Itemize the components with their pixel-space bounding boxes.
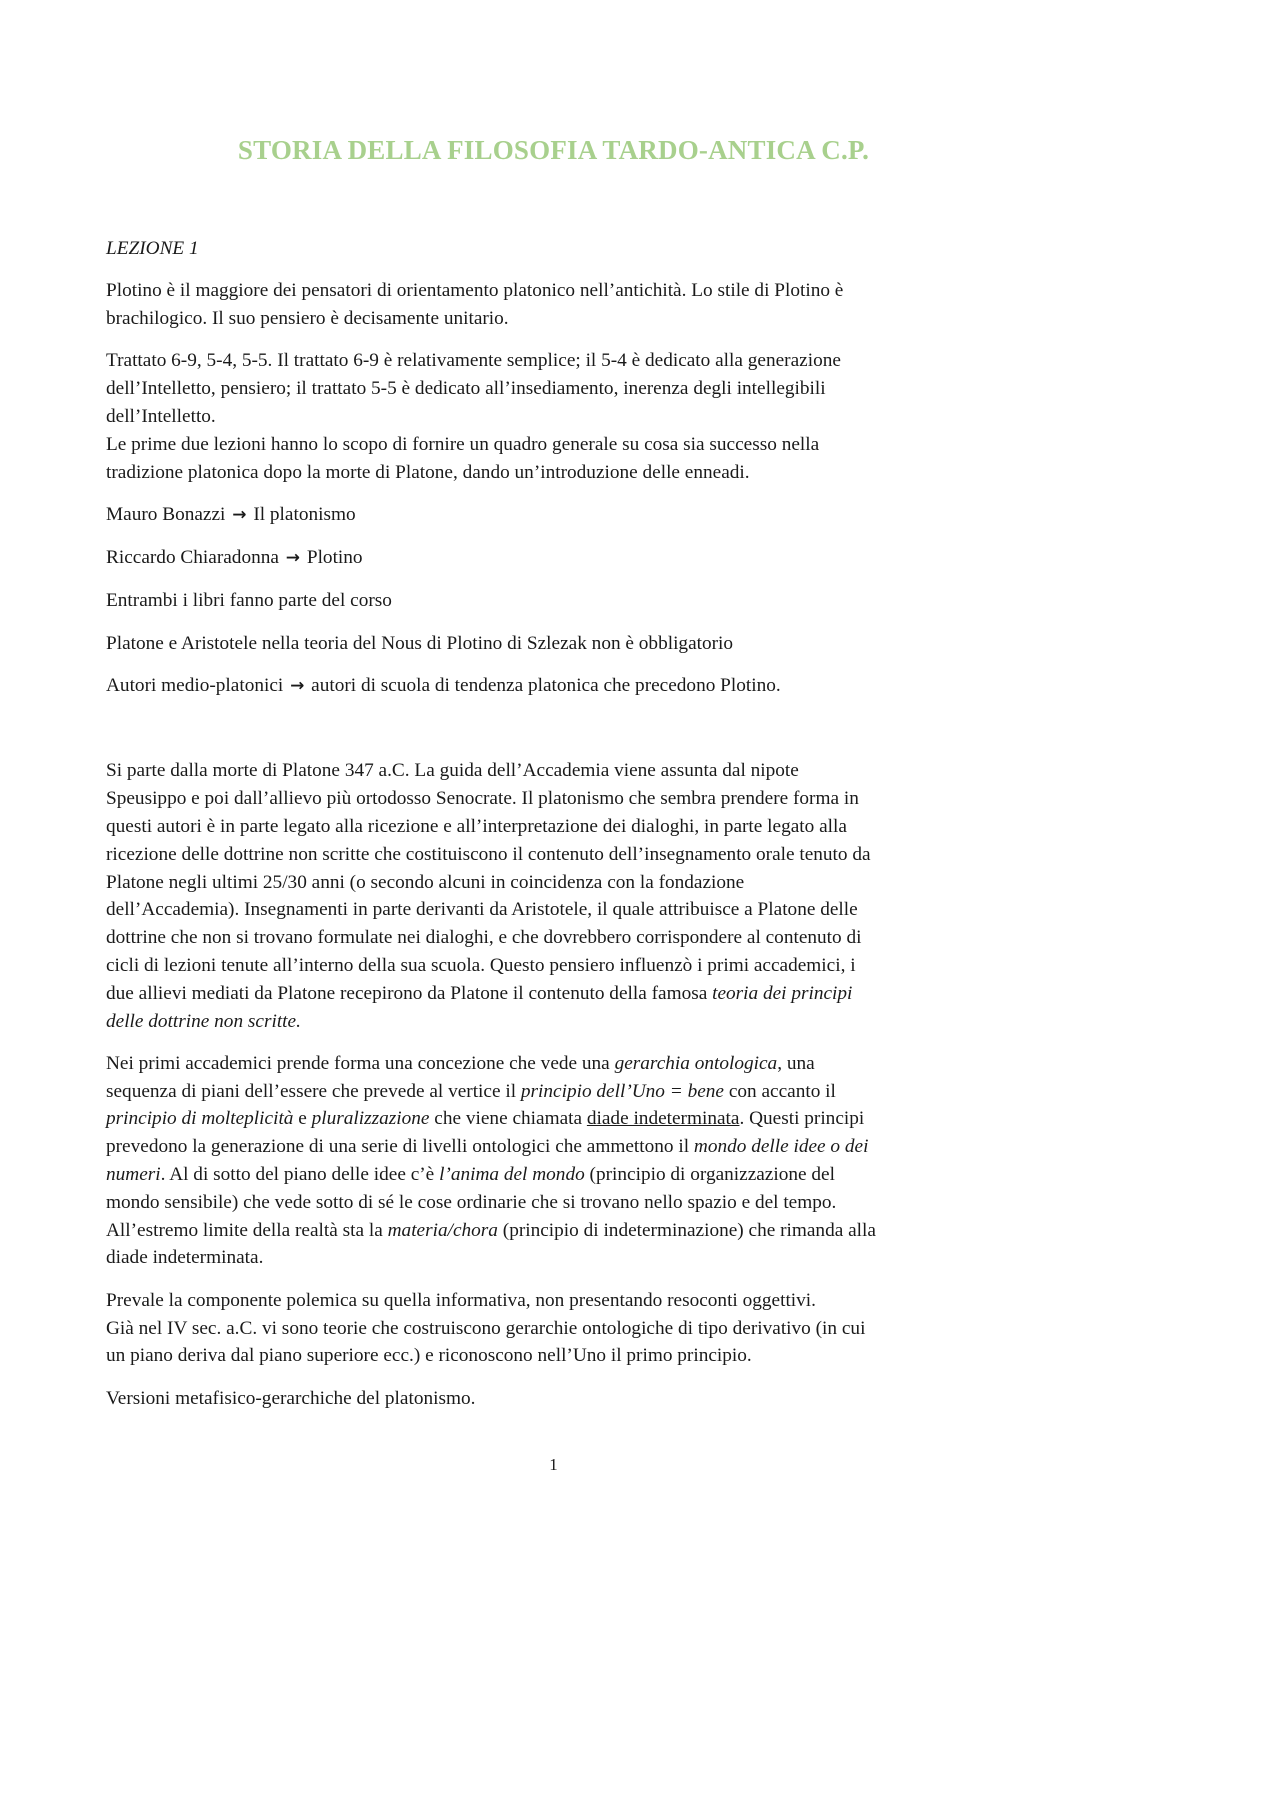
text-segment: . Questi principi	[739, 1108, 865, 1130]
text-line: brachilogico. Il suo pensiero è decisamente unitario.	[106, 308, 509, 330]
emphasis-text: mondo delle idee o dei	[693, 1136, 869, 1158]
text-line: Trattato 6-9, 5-4, 5-5. Il trattato 6-9 è relativamente semplice; il 5-4 è dedicato alla generazione	[106, 350, 841, 372]
text-line: Le prime due lezioni hanno lo scopo di fornire un quadro generale su cosa sia successo nella	[106, 433, 820, 455]
definition-term: Autori medio-platonici	[106, 675, 284, 697]
text-line: Prevale la componente polemica su quella informativa, non presentando resoconti oggettivi.	[106, 1289, 816, 1311]
emphasis-text: delle dottrine non scritte.	[106, 1010, 301, 1032]
text-line: Si parte dalla morte di Platone 347 a.C. La guida dell’Accademia viene assunta dal nipote	[106, 760, 799, 782]
definition-medio-platonici	[106, 672, 1006, 701]
text-line: Platone negli ultimi 25/30 anni (o secondo alcuni in coincidenza con la fondazione	[106, 871, 745, 893]
paragraph-optional-book: Platone e Aristotele nella teoria del Nous di Plotino di Szlezak non è obbligatorio	[106, 632, 734, 654]
reference-book: Plotino	[306, 547, 363, 569]
text-segment: diade indeterminata.	[106, 1247, 264, 1269]
text-line: ricezione delle dottrine non scritte che costituiscono il contenuto dell’insegnamento orale tenuto da	[106, 843, 871, 865]
text-segment: che viene chiamata	[429, 1108, 587, 1130]
text-segment: mondo sensibile) che vede sotto di sé le cose ordinarie che si trovano nello spazio e del tempo.	[106, 1191, 837, 1213]
text-line: dottrine che non si trovano formulate nei dialoghi, e che dovrebbero corrispondere al contenuto di	[106, 927, 862, 949]
text-line: cicli di lezioni tenute all’interno della sua scuola. Questo pensiero influenzò i primi accademici, i	[106, 954, 856, 976]
paragraph-academy	[106, 757, 1006, 1035]
reference-bonazzi	[106, 501, 1006, 530]
blank-spacer	[106, 715, 1006, 757]
text-line: Plotino è il maggiore dei pensatori di orientamento platonico nell’antichità. Lo stile di Plotino è	[106, 280, 844, 302]
page-number: 1	[549, 1455, 558, 1474]
arrow-right-icon: →	[290, 676, 305, 697]
arrow-right-icon: →	[285, 548, 301, 569]
emphasis-text: l’anima del mondo	[439, 1164, 585, 1186]
text-segment: (principio di organizzazione del	[584, 1164, 835, 1186]
emphasis-text: gerarchia ontologica	[614, 1052, 778, 1074]
paragraph-intro	[106, 277, 1006, 333]
definition-text: autori di scuola di tendenza platonica che precedono Plotino.	[311, 675, 781, 697]
paragraph-hierarchy	[106, 1050, 1006, 1272]
text-line: un piano deriva dal piano superiore ecc.) e riconoscono nell’Uno il primo principio.	[106, 1345, 752, 1367]
arrow-right-icon: →	[232, 504, 247, 525]
text-line: Speusippo e poi dall’allievo più ortodosso Senocrate. Il platonismo che sembra prendere forma in	[106, 788, 859, 810]
text-segment: con accanto il	[724, 1080, 836, 1102]
text-segment: All’estremo limite della realtà sta la	[106, 1219, 388, 1241]
document-body	[106, 235, 1006, 1427]
text-segment: , una	[777, 1052, 815, 1074]
emphasis-text: principio di molteplicità	[106, 1108, 294, 1130]
emphasis-text: teoria dei principi	[712, 982, 853, 1004]
reference-book: Il platonismo	[253, 503, 356, 525]
text-line: dell’Accademia). Insegnamenti in parte derivanti da Aristotele, il quale attribuisce a Platone delle	[106, 899, 858, 921]
text-line: tradizione platonica dopo la morte di Platone, dando un’introduzione delle enneadi.	[106, 461, 750, 483]
paragraph-course-books: Entrambi i libri fanno parte del corso	[106, 590, 392, 612]
text-line: dell’Intelletto, pensiero; il trattato 5-5 è dedicato all’insediamento, inerenza degli intellegibili	[106, 378, 826, 400]
text-segment: sequenza di piani dell’essere che prevede al vertice il	[106, 1080, 521, 1102]
emphasis-text: materia/chora	[387, 1219, 498, 1241]
underlined-term: diade indeterminata	[586, 1108, 740, 1130]
reference-chiaradonna	[106, 544, 1006, 573]
lesson-heading: LEZIONE 1	[106, 238, 199, 259]
text-segment: e	[293, 1108, 312, 1130]
document-title: STORIA DELLA FILOSOFIA TARDO-ANTICA C.P.	[237, 135, 870, 165]
text-segment: prevedono la generazione di una serie di livelli ontologici che ammettono il	[106, 1136, 694, 1158]
emphasis-text: principio dell’Uno = bene	[520, 1080, 724, 1102]
text-line: questi autori è in parte legato alla ricezione e all’interpretazione dei dialoghi, in parte legato alla	[106, 815, 847, 837]
text-segment: (principio di indeterminazione) che rimanda alla	[497, 1219, 876, 1241]
reference-author: Riccardo Chiaradonna	[106, 547, 279, 569]
emphasis-text: pluralizzazione	[311, 1108, 430, 1130]
paragraph-treatises	[106, 347, 1006, 486]
text-line: due allievi mediati da Platone recepirono da Platone il contenuto della famosa	[106, 982, 713, 1004]
paragraph-versions: Versioni metafisico-gerarchiche del platonismo.	[106, 1387, 476, 1409]
text-segment: . Al di sotto del piano delle idee c’è	[160, 1164, 440, 1186]
text-line: dell’Intelletto.	[106, 405, 216, 427]
text-line: Già nel IV sec. a.C. vi sono teorie che costruiscono gerarchie ontologiche di tipo derivativo (in cui	[106, 1317, 866, 1339]
emphasis-text: numeri	[106, 1164, 161, 1186]
text-segment: Nei primi accademici prende forma una concezione che vede una	[106, 1052, 615, 1074]
reference-author: Mauro Bonazzi	[106, 503, 226, 525]
paragraph-polemic	[106, 1287, 1006, 1370]
